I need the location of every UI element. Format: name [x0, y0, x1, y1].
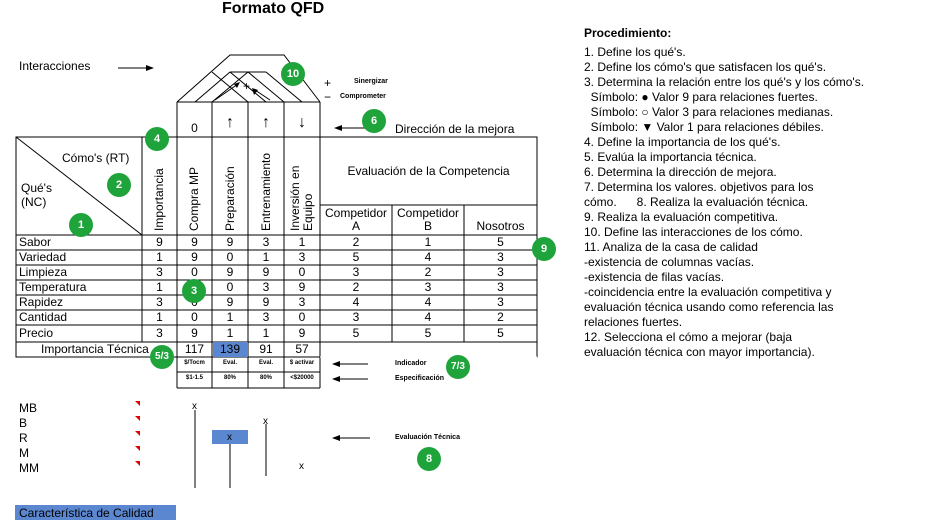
row-comp-value: 2 [352, 280, 360, 294]
page-title: Formato QFD [222, 0, 325, 17]
procedure-line: 6. Determina la dirección de mejora. [584, 165, 777, 179]
row-comp-value: 3 [352, 265, 360, 279]
evaluacion-competencia-label: Evaluación de la Competencia [347, 164, 510, 178]
procedure-line: 12. Selecciona el cómo a mejorar (baja [584, 330, 793, 344]
badge-8: 8 [417, 447, 441, 471]
badge-7-3: 7/3 [446, 355, 470, 379]
row-name: Sabor [19, 235, 52, 249]
row-how-value: 1 [262, 250, 270, 264]
procedure-line: 10. Define las interacciones de los cómo. [584, 225, 803, 239]
row-how-value: 9 [226, 235, 234, 249]
row-comp-value: 5 [352, 326, 360, 340]
ques-label: Qué's [21, 181, 52, 195]
badge-5-3: 5/3 [150, 345, 174, 369]
row-how-value: 1 [226, 326, 234, 340]
procedure-line: 2. Define los cómo's que satisfacen los qué's. [584, 60, 827, 74]
indicador-value: Eval. [222, 360, 237, 366]
procedure-line: -existencia de filas vacías. [584, 270, 725, 284]
row-how-value: 1 [262, 326, 270, 340]
header-inversion: Inversión en Equipo [288, 165, 315, 231]
scale-level: MB [19, 401, 37, 415]
header-competidor-a: Competidor A [324, 206, 388, 233]
row-name: Precio [19, 326, 54, 340]
eval-mark-compra: x [192, 401, 197, 412]
indicador-label: Indicador [395, 360, 427, 367]
procedure-line: 5. Evalúa la importancia técnica. [584, 150, 757, 164]
procedure-line: 3. Determina la relación entre los qué's y los cómo's. [584, 75, 865, 89]
row-how-value: 0 [226, 280, 234, 294]
especificacion-value: 80% [223, 375, 236, 381]
header-importancia: Importancia [152, 168, 166, 231]
row-comp-value: 3 [497, 295, 504, 309]
row-comp-value: 5 [424, 326, 432, 340]
badge-1: 1 [69, 213, 93, 237]
row-comp-value: 4 [424, 295, 432, 309]
direccion-label: Dirección de la mejora [395, 122, 515, 136]
direction-inversion: ↓ [298, 114, 306, 131]
row-how-value: 0 [191, 265, 198, 279]
procedure-line: -coincidencia entre la evaluación competitiva y [584, 285, 832, 299]
roof-plus: + [243, 79, 251, 93]
row-name: Temperatura [19, 280, 87, 294]
importancia-tecnica-value: 91 [259, 342, 273, 356]
row-comp-value: 3 [497, 250, 504, 264]
row-name: Cantidad [19, 310, 68, 324]
row-how-value: 3 [262, 280, 270, 294]
scale-level: M [19, 446, 29, 460]
procedure-line: relaciones fuertes. [584, 315, 683, 329]
procedure-line: Símbolo: ● Valor 9 para relaciones fuertes. [584, 90, 818, 104]
procedure-panel [584, 26, 924, 360]
scale-level: B [19, 416, 28, 430]
scale-level: R [19, 431, 28, 445]
row-how-value: 3 [262, 310, 270, 324]
scale-tick [135, 461, 140, 466]
badge-3: 3 [182, 279, 206, 303]
row-importancia: 1 [156, 250, 163, 264]
procedure-line: Símbolo: ○ Valor 3 para relaciones medianas. [584, 105, 834, 119]
scale-tick [135, 446, 140, 451]
row-comp-value: 3 [497, 265, 504, 279]
procedure-line: 4. Define la importancia de los qué's. [584, 135, 781, 149]
row-name: Limpieza [19, 265, 68, 279]
row-how-value: 9 [298, 326, 306, 340]
procedure-line: -existencia de columnas vacías. [584, 255, 755, 269]
importancia-tecnica-value: 139 [219, 342, 241, 356]
especificacion-value: <$20000 [290, 375, 314, 381]
row-comp-value: 2 [497, 310, 504, 324]
row-how-value: 3 [262, 235, 270, 249]
row-how-value: 9 [226, 265, 234, 279]
header-entrenamiento: Entrenamiento [259, 152, 273, 231]
direction-preparacion: ↑ [226, 114, 234, 131]
procedure-line: evaluación técnica usando como referencia las [584, 300, 834, 314]
row-how-value: 0 [298, 265, 306, 279]
row-comp-value: 3 [352, 310, 360, 324]
comprometer-symbol: − [324, 90, 332, 104]
procedure-line: 9. Realiza la evaluación competitiva. [584, 210, 779, 224]
importancia-tecnica-label: Importancia Técnica [41, 342, 149, 356]
header-competidor-b: Competidor B [396, 206, 460, 233]
row-importancia: 3 [156, 295, 163, 309]
procedure-lines [584, 45, 924, 360]
row-importancia: 3 [156, 265, 163, 279]
comprometer-label: Comprometer [340, 93, 386, 100]
procedure-header: Procedimiento: [584, 26, 672, 40]
indicador-value: $/Tocm [184, 360, 205, 366]
indicador-value: $ activar [289, 360, 315, 366]
direction-compra: 0 [191, 121, 198, 135]
nc-label: (NC) [21, 195, 47, 209]
eval-mark-entrenamiento: x [263, 416, 268, 427]
scale-tick [135, 416, 140, 421]
row-comp-value: 5 [352, 250, 360, 264]
row-comp-value: 4 [424, 250, 432, 264]
badge-10: 10 [281, 62, 305, 86]
row-comp-value: 4 [424, 310, 432, 324]
row-how-value: 9 [298, 280, 306, 294]
scale-level: MM [19, 461, 39, 475]
procedure-line: Símbolo: ▼ Valor 1 para relaciones débiles. [584, 120, 824, 134]
row-how-value: 0 [298, 310, 306, 324]
sinergizar-label: Sinergizar [354, 78, 388, 85]
procedure-line: cómo. 8. Realiza la evaluación técnica. [584, 195, 809, 209]
row-comp-value: 4 [352, 295, 360, 309]
row-importancia: 1 [156, 280, 163, 294]
importancia-tecnica-value: 57 [295, 342, 309, 356]
procedure-line: 11. Analiza de la casa de calidad [584, 240, 758, 254]
row-how-value: 9 [262, 295, 270, 309]
direction-entrenamiento: ↑ [262, 114, 270, 131]
row-how-value: 0 [191, 310, 198, 324]
row-comp-value: 5 [497, 326, 504, 340]
procedure-line: 7. Determina los valores. objetivos para los [584, 180, 814, 194]
row-comp-value: 1 [424, 235, 432, 249]
scale-tick [135, 431, 140, 436]
procedure-line: 1. Define los qué's. [584, 45, 686, 59]
row-importancia: 1 [156, 310, 163, 324]
badge-4: 4 [145, 127, 169, 151]
row-how-value: 1 [226, 310, 234, 324]
row-how-value: 9 [226, 295, 234, 309]
row-how-value: 9 [191, 326, 198, 340]
badge-6: 6 [362, 109, 386, 133]
row-how-value: 3 [298, 295, 306, 309]
especificacion-label: Especificación [395, 375, 445, 382]
scale-tick [135, 401, 140, 406]
row-name: Rapidez [19, 295, 64, 309]
row-comp-value: 3 [424, 280, 432, 294]
comos-label: Cómo's (RT) [62, 151, 130, 165]
row-how-value: 0 [226, 250, 234, 264]
row-how-value: 9 [262, 265, 270, 279]
header-compra-mp: Compra MP [187, 166, 201, 231]
row-comp-value: 2 [424, 265, 432, 279]
row-importancia: 3 [156, 326, 163, 340]
row-name: Variedad [19, 250, 67, 264]
row-how-value: 1 [298, 235, 306, 249]
especificacion-value: $1-1.5 [185, 375, 203, 381]
caracteristica-label: Característica de Calidad [19, 506, 154, 520]
row-how-value: 9 [191, 250, 198, 264]
especificacion-value: 80% [259, 375, 272, 381]
row-comp-value: 3 [497, 280, 504, 294]
row-comp-value: 5 [497, 235, 504, 249]
eval-mark-inversion: x [299, 461, 304, 472]
procedure-line: evaluación técnica con mayor importancia). [584, 345, 815, 359]
row-how-value: 3 [298, 250, 306, 264]
eval-mark-preparacion: x [227, 432, 232, 443]
importancia-tecnica-value: 117 [184, 342, 205, 356]
row-importancia: 9 [156, 235, 163, 249]
interacciones-label: Interacciones [19, 59, 91, 73]
badge-2: 2 [107, 173, 131, 197]
header-nosotros: Nosotros [476, 219, 525, 233]
evaluacion-tecnica-label: Evaluación Técnica [395, 434, 460, 441]
badge-9: 9 [532, 237, 556, 261]
header-preparacion: Preparación [223, 166, 237, 231]
sinergizar-symbol: + [324, 76, 332, 90]
row-how-value: 9 [191, 235, 198, 249]
indicador-value: Eval. [258, 360, 273, 366]
row-comp-value: 2 [352, 235, 360, 249]
